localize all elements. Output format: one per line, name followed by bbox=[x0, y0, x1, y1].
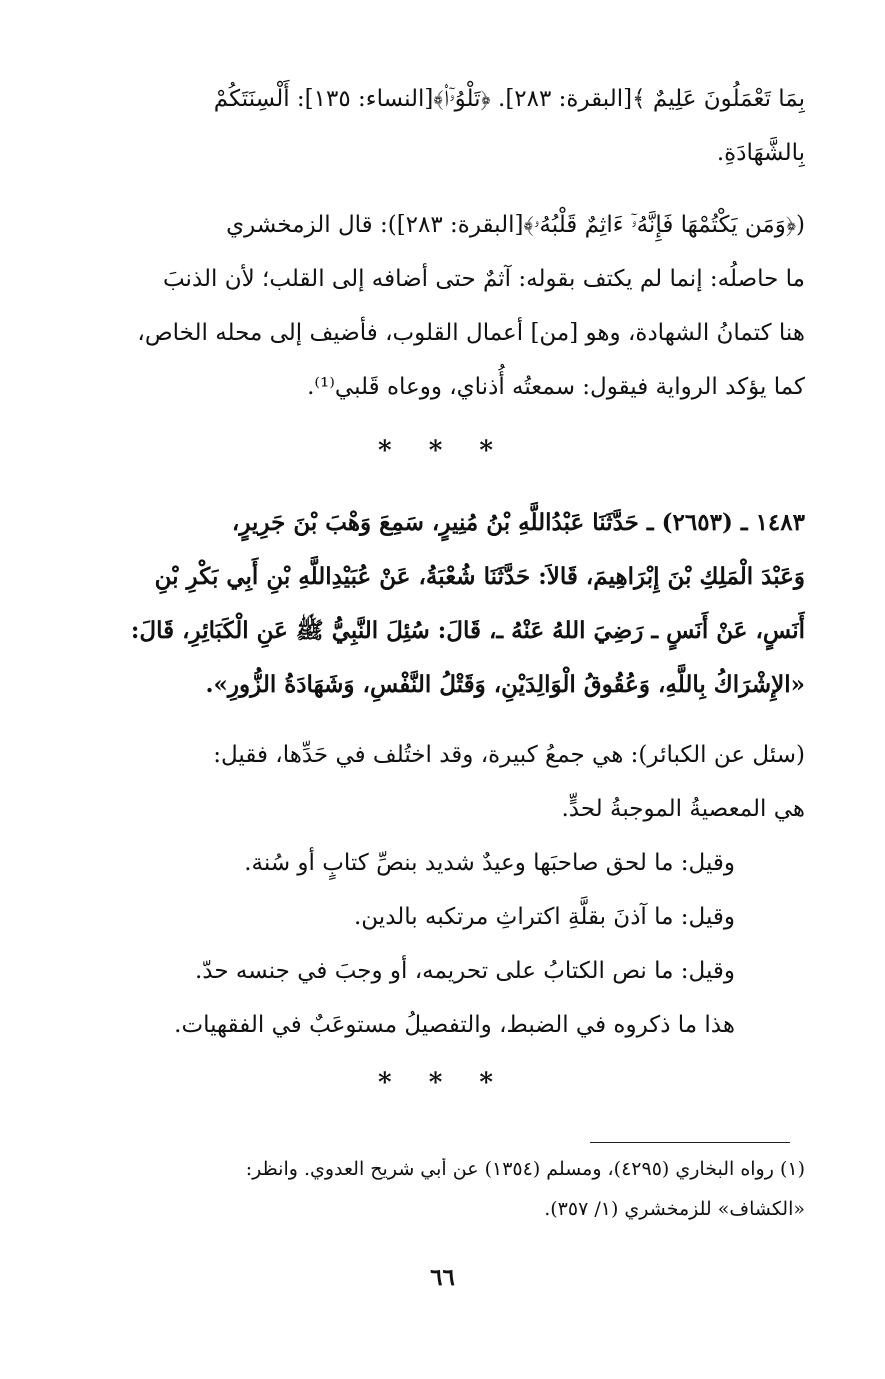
text-line: هنا كتمانُ الشهادة، وهو [من] أعمال القلوب، فأضيف إلى محله الخاص، bbox=[137, 320, 805, 346]
text-line: (﴿وَمَن يَكْتُمْهَا فَإِنَّهُۥٓ ءَاثِمٌ قَلْبُهُۥ﴾[البقرة: ٢٨٣]): قال الزمخشري bbox=[226, 212, 805, 238]
text-line: كما يؤكد الرواية فيقول: سمعتُه أُذناي، ووعاه قَلبي⁽¹⁾. bbox=[307, 374, 805, 400]
text-line: ما حاصلُه: إنما لم يكتف بقوله: آثمٌ حتى أضافه إلى القلب؛ لأن الذنبَ bbox=[162, 266, 805, 292]
text-line: أَنَسٍ، عَنْ أَنَسٍ ـ رَضِيَ اللهُ عَنْهُ ـ، قَالَ: سُئِلَ النَّبِيُّ ﷺ عَنِ الْكَبَائِرِ، قَالَ: bbox=[130, 617, 805, 644]
definition-line: وقيل: ما نص الكتابُ على تحريمه، أو وجبَ في جنسه حدّ. bbox=[194, 958, 735, 984]
zamakhshari-commentary bbox=[80, 198, 805, 414]
definition-line: هذا ما ذكروه في الضبط، والتفصيلُ مستوعَبٌ في الفقهيات. bbox=[174, 1012, 735, 1038]
hadith-text bbox=[80, 496, 805, 712]
text-line: هي المعصيةُ الموجبةُ لحدٍّ. bbox=[561, 796, 805, 822]
text-line: (سئل عن الكبائر): هي جمعُ كبيرة، وقد اختُلف في حَدِّها، فقيل: bbox=[213, 742, 805, 768]
footnote-divider bbox=[590, 1142, 790, 1143]
footnote-line: (١) رواه البخاري (٤٢٩٥)، ومسلم (١٣٥٤) عن أبي شريح العدوي. وانظر: bbox=[245, 1158, 805, 1180]
text-line: وَعَبْدَ الْمَلِكِ بْنَ إِبْرَاهِيمَ، قَالاَ: حَدَّثَنَا شُعْبَةُ، عَنْ عُبَيْدِاللَّهِ بْنِ أَبِي بَكْرِ بْنِ bbox=[154, 563, 805, 590]
text-line: بِالشَّهَادَةِ. bbox=[716, 140, 805, 166]
text-line: «الإِشْرَاكُ بِاللَّهِ، وَعُقُوقُ الْوَالِدَيْنِ، وَقَتْلُ النَّفْسِ، وَشَهَادَةُ الزُّورِ». bbox=[205, 671, 805, 698]
footnote-line: «الكشاف» للزمخشري (١/ ٣٥٧). bbox=[544, 1198, 805, 1220]
quran-gloss-paragraph bbox=[80, 72, 805, 180]
definition-line: وقيل: ما آذنَ بقلَّةِ اكتراثِ مرتكبه بالدين. bbox=[353, 904, 735, 930]
text-line: ١٤٨٣ ـ (٢٦٥٣) ـ حَدَّثَنَا عَبْدُاللَّهِ بْنُ مُنِيرٍ، سَمِعَ وَهْبَ بْنَ جَرِيرٍ، bbox=[231, 509, 805, 536]
definitions-list bbox=[80, 836, 805, 1052]
page-number: ٦٦ bbox=[430, 1264, 455, 1291]
definition-line: وقيل: ما لحق صاحبَها وعيدٌ شديد بنصِّ كتابٍ أو سُنة. bbox=[244, 850, 735, 876]
text-line: بِمَا تَعْمَلُونَ عَلِيمٌ ﴾[البقرة: ٢٨٣]. ﴿تَلْوُۥٓا۟﴾[النساء: ١٣٥]: أَلْسِنَتَكُمْ bbox=[213, 86, 805, 112]
section-separator: * * * bbox=[378, 1068, 507, 1098]
kabair-commentary bbox=[80, 728, 805, 836]
section-separator: * * * bbox=[378, 436, 507, 466]
